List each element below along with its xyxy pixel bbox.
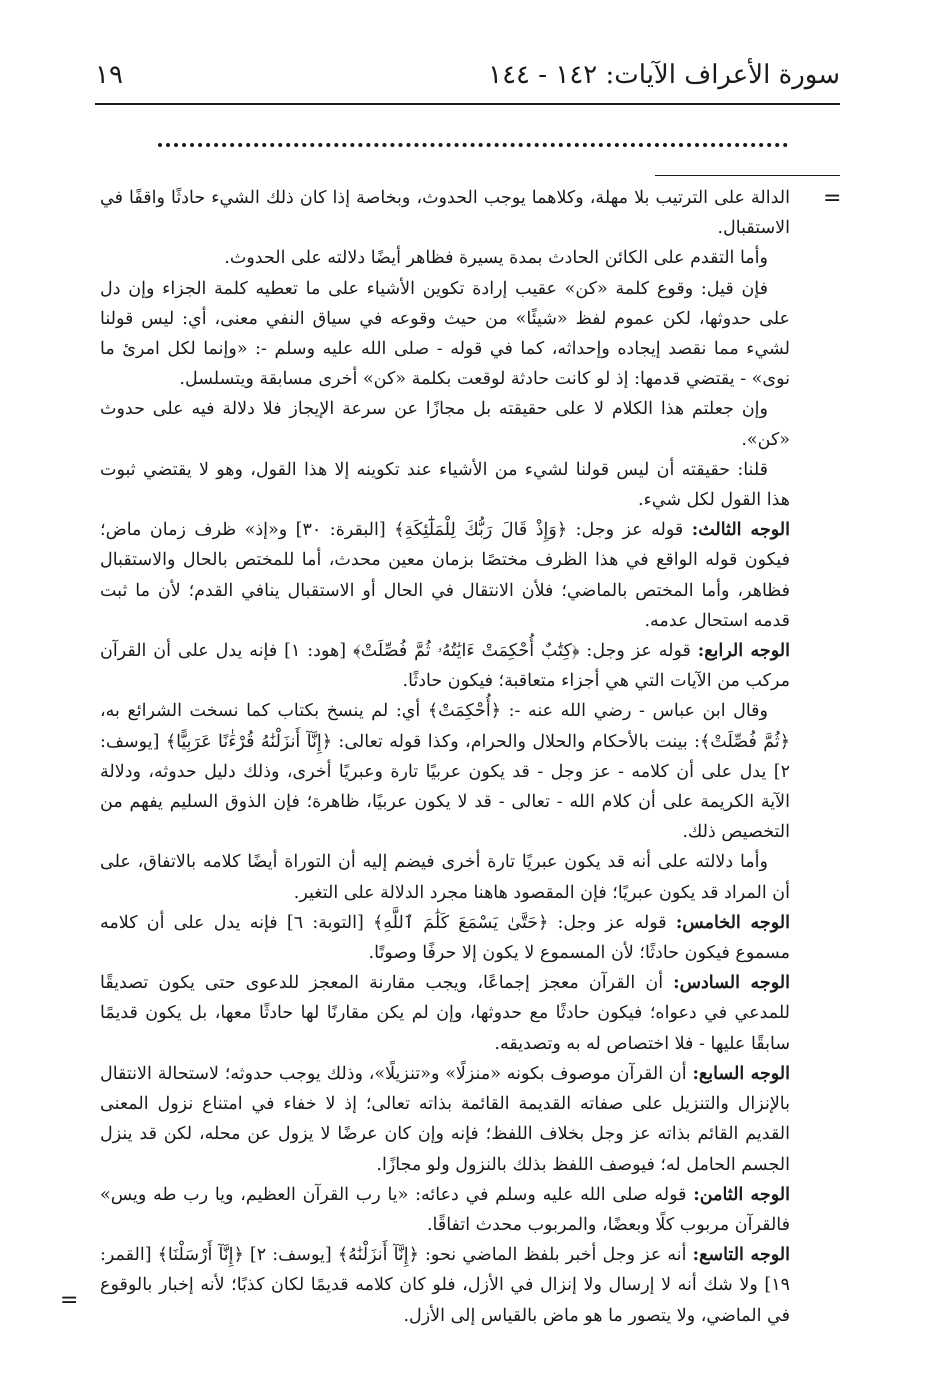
paragraph-14: الوجه التاسع: أنه عز وجل أخبر بلفظ الماضي نحو: ﴿إِنَّآ أَنزَلْنَٰهُ﴾ [يوسف: ٢] ﴿إِنَّآ أَرْسَلْنَا﴾ [القمر: ١٩] ولا شك أنه لا إرسال ولا إنزال في الأزل، فلو كان كلامه قديمًا لكان كذبًا؛ لأنه إخبار بالوقوع في الماضي، ولا يتصور ما هو ماض بالقياس إلى الأزل. (100, 1245, 790, 1326)
paragraph-12: الوجه السابع: أن القرآن موصوف بكونه «منزلًا» و«تنزيلًا»، وذلك يوجب حدوثه؛ لاستحالة الانتقال بالإنزال والتنزيل على صفاته القديمة القائمة بذاته تعالى؛ إذ لا خفاء في امتناع نزول المعنى القديم القائم بذاته عز وجل بخلاف اللفظ؛ فإنه وإن كان عرضًا لا يزول عن محله، لكن قد ينزل الجسم الحامل له؛ فيوصف اللفظ بذلك بالنزول ولو مجازًا. (100, 1063, 791, 1175)
paragraph-10: الوجه الخامس: قوله عز وجل: ﴿حَتَّىٰ يَسْمَعَ كَلَٰمَ ٱللَّهِ﴾ [التوبة: ٦] فإنه يدل على أن كلامه مسموع فيكون حادثًا؛ لأن المسموع لا يكون إلا حرفًا وصوتًا. (100, 912, 790, 964)
paragraph-5: قلنا: حقيقته أن ليس قولنا لشيء من الأشياء عند تكوينه إلا هذا القول، وهو لا يقتضي ثبوت هذا القول لكل شيء. (100, 459, 790, 511)
footnote-mark: = (60, 1288, 79, 1313)
paragraph-6: الوجه الثالث: قوله عز وجل: ﴿وَإِذْ قَالَ رَبُّكَ لِلْمَلَٰٓئِكَةِ﴾ [البقرة: ٣٠] و«إذ» ظرف زمان ماض؛ فيكون قوله الواقع في هذا الظرف مختصًا بزمان معين محدث، أما للمختص بالحال والاستقبال فظاهر، وأما المختص بالماضي؛ فلأن الانتقال في الحال أو الاستقبال ينافي القدم؛ لأن ما ثبت قدمه استحال عدمه. (100, 520, 790, 631)
page-body (100, 183, 790, 1331)
running-header (95, 56, 840, 106)
paragraph-13: الوجه الثامن: قوله صلى الله عليه وسلم في دعائه: «يا رب القرآن العظيم، ويا رب طه ويس» فالقرآن مربوب كلًا وبعضًا، والمربوب محدث اتفاقًا. (100, 1184, 790, 1235)
paragraph-7: الوجه الرابع: قوله عز وجل: ﴿كِتَٰبٌ أُحْكِمَتْ ءَايَٰتُهُۥ ثُمَّ فُصِّلَتْ﴾ [هود: ١] فإنه يدل على أن القرآن مركب من الآيات التي هي أجزاء متعاقبة؛ فيكون حادثًا. (100, 641, 790, 692)
paragraph-11: الوجه السادس: أن القرآن معجز إجماعًا، ويجب مقارنة المعجز للدعوى حتى يكون تصديقًا للمدعي في دعواه؛ فيكون حادثًا مع حدوثها، وإن لم يكن مقارنًا لها حادثًا معها، بل يكون قديمًا سابقًا عليها - فلا اختصاص له به وتصديقه. (100, 973, 790, 1054)
paragraph-8: وقال ابن عباس - رضي الله عنه -: ﴿أُحْكِمَتْ﴾ أي: لم ينسخ بكتاب كما نسخت الشرائع به، ﴿ثُمَّ فُصِّلَتْ﴾: بينت بالأحكام والحلال والحرام، وكذا قوله تعالى: ﴿إِنَّآ أَنزَلْنَٰهُ قُرْءَٰنًا عَرَبِيًّا﴾ [يوسف: ٢] يدل على أن كلامه - عز وجل - قد يكون عربيًا تارة وعبريًا أخرى، وذلك دليل حدوثه، ودلالة الآية الكريمة على أن كلام الله - تعالى - قد لا يكون عربيًا، ظاهرة؛ فإن الذوق السليم يفهم من التخصيص ذلك. (100, 701, 790, 843)
footnote-rule (655, 175, 840, 176)
page-number: ١٩ (95, 60, 123, 90)
paragraph-4: وإن جعلتم هذا الكلام لا على حقيقته بل مجازًا عن سرعة الإيجاز فلا دلالة فيه على حدوث «كن». (100, 399, 790, 450)
header-title: سورة الأعراف الآيات: ١٤٢ - ١٤٤ (488, 60, 840, 90)
paragraph-3: فإن قيل: وقوع كلمة «كن» عقيب إرادة تكوين الأشياء على ما تعطيه كلمة الجزاء وإن دل على حدوثها، لكن عموم لفظ «شيئًا» من حيث وقوعه في سياق النفي معنى، أي: ليس قولنا لشيء مما نقصد إيجاده وإحداثه، كما في قوله - صلى الله عليه وسلم -: «وإنما لكل امرئ ما نوى» - يقتضي قدمها: إذ لو كانت حادثة لوقعت بكلمة «كن» أخرى مسابقة ويتسلسل. (100, 278, 790, 390)
header-rule (95, 103, 840, 105)
paragraph-1: الدالة على الترتيب بلا مهلة، وكلاهما يوجب الحدوث، وبخاصة إذا كان ذلك الشيء حادثًا واقفًا في الاستقبال. (100, 188, 790, 239)
continuation-mark: = (823, 186, 842, 211)
paragraph-9: وأما دلالته على أنه قد يكون عبريًا تارة أخرى فيضم إليه أن التوراة أيضًا كلامه بالاتفاق، على أن المراد قد يكون عبريًا؛ فإن المقصود هاهنا مجرد الدلالة على التغير. (100, 852, 790, 903)
paragraph-2: وأما التقدم على الكائن الحادث بمدة يسيرة فظاهر أيضًا دلالته على الحدوث. (224, 248, 768, 269)
dotted-separator (158, 143, 788, 147)
